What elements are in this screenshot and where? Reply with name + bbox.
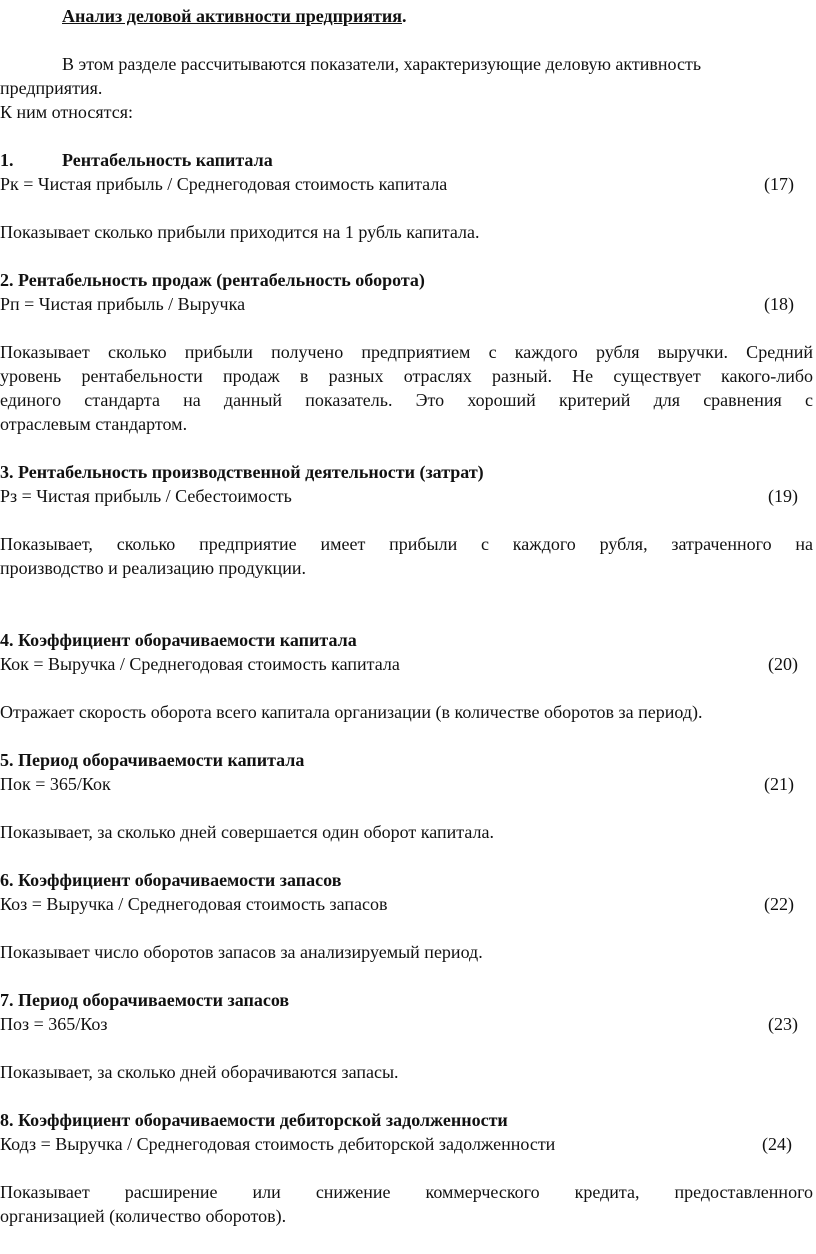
document-title: Анализ деловой активности предприятия. [62, 6, 407, 26]
item-3-formula: Рз = Чистая прибыль / Себестоимость [0, 486, 292, 506]
item-7-description: Показывает, за сколько дней оборачиваются запасы. [0, 1062, 399, 1082]
item-2-description-line-2: уровень рентабельности продаж в разных отраслях разный. Не существует какого-либо [0, 366, 813, 386]
item-7-formula: Поз = 365/Коз [0, 1014, 108, 1034]
item-1-equation-number: (17) [764, 174, 794, 194]
item-1-formula: Рк = Чистая прибыль / Среднегодовая стоимость капитала [0, 174, 448, 194]
intro-line-2: предприятия. [0, 78, 103, 98]
item-6-equation-number: (22) [764, 894, 794, 914]
item-2-formula: Рп = Чистая прибыль / Выручка [0, 294, 246, 314]
item-8-description-line-1: Показывает расширение или снижение коммерческого кредита, предоставленного [0, 1182, 813, 1202]
item-3-description-line-1: Показывает, сколько предприятие имеет прибыли с каждого рубля, затраченного на [0, 534, 813, 554]
item-8-description-line-2: организацией (количество оборотов). [0, 1206, 287, 1226]
item-2-description-line-1: Показывает сколько прибыли получено предприятием с каждого рубля выручки. Средний [0, 342, 813, 362]
item-6-description: Показывает число оборотов запасов за анализируемый период. [0, 942, 483, 962]
item-7-heading: 7. Период оборачиваемости запасов [0, 990, 290, 1010]
item-4-heading: 4. Коэффициент оборачиваемости капитала [0, 630, 357, 650]
intro-line-3: К ним относятся: [0, 102, 133, 122]
item-8-heading: 8. Коэффициент оборачиваемости дебиторской задолженности [0, 1110, 508, 1130]
item-1-number: 1. [0, 150, 14, 170]
item-5-equation-number: (21) [764, 774, 794, 794]
item-3-equation-number: (19) [768, 486, 798, 506]
item-4-description: Отражает скорость оборота всего капитала организации (в количестве оборотов за период). [0, 702, 703, 722]
intro-line-1: В этом разделе рассчитываются показатели, характеризующие деловую активность [62, 54, 702, 74]
item-8-formula: Кодз = Выручка / Среднегодовая стоимость дебиторской задолженности [0, 1134, 556, 1154]
item-3-heading: 3. Рентабельность производственной деятельности (затрат) [0, 462, 484, 482]
item-5-heading: 5. Период оборачиваемости капитала [0, 750, 305, 770]
item-2-heading: 2. Рентабельность продаж (рентабельность оборота) [0, 270, 425, 290]
item-8-equation-number: (24) [762, 1134, 792, 1154]
item-4-formula: Кок = Выручка / Среднегодовая стоимость капитала [0, 654, 400, 674]
item-5-description: Показывает, за сколько дней совершается один оборот капитала. [0, 822, 494, 842]
item-4-equation-number: (20) [768, 654, 798, 674]
item-2-description-line-4: отраслевым стандартом. [0, 414, 188, 434]
item-5-formula: Пок = 365/Кок [0, 774, 111, 794]
item-7-equation-number: (23) [768, 1014, 798, 1034]
item-2-equation-number: (18) [764, 294, 794, 314]
item-3-description-line-2: производство и реализацию продукции. [0, 558, 306, 578]
item-1-heading: Рентабельность капитала [62, 150, 273, 170]
item-6-heading: 6. Коэффициент оборачиваемости запасов [0, 870, 342, 890]
item-6-formula: Коз = Выручка / Среднегодовая стоимость запасов [0, 894, 388, 914]
item-1-description: Показывает сколько прибыли приходится на 1 рубль капитала. [0, 222, 480, 242]
item-2-description-line-3: единого стандарта на данный показатель. Это хороший критерий для сравнения с [0, 390, 813, 410]
